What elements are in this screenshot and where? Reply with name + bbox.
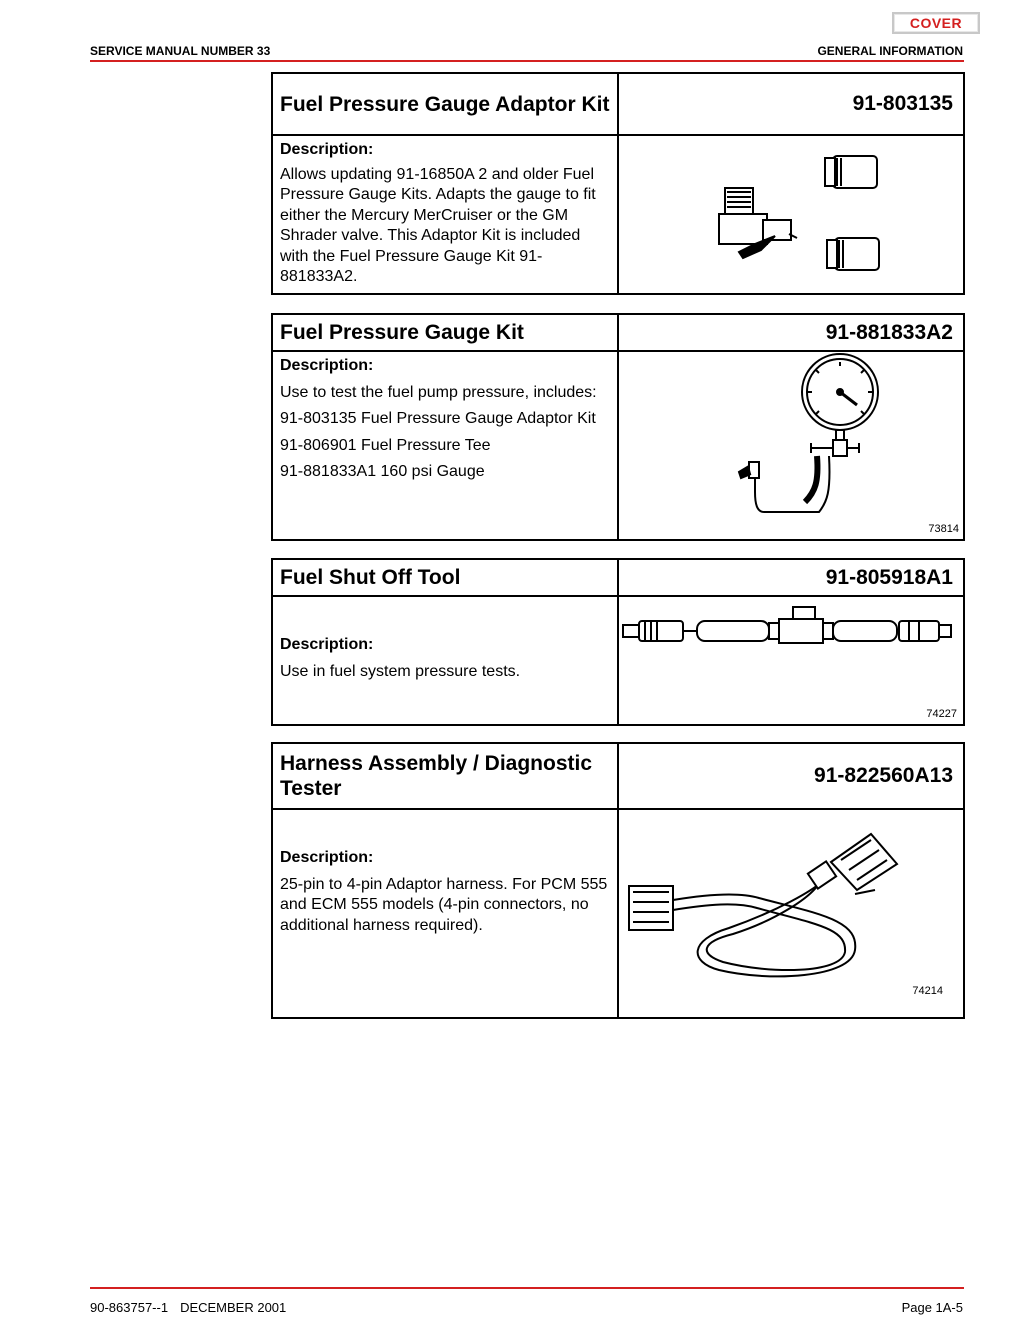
section-header: GENERAL INFORMATION: [817, 44, 963, 58]
included-item: 91-881833A1 160 psi Gauge: [280, 463, 485, 480]
description-text: Use to test the fuel pump pressure, includes:: [280, 383, 597, 401]
footer-doc-info: [90, 1300, 298, 1315]
tool-name: Fuel Pressure Gauge Adaptor Kit: [273, 74, 619, 134]
tool-description: [273, 352, 619, 539]
description-text: Use in fuel system pressure tests.: [280, 662, 521, 680]
part-number: 91-822560A13: [814, 764, 953, 787]
tool-description: [273, 597, 619, 724]
description-label: Description:: [280, 849, 374, 866]
part-number: 91-805918A1: [825, 565, 953, 589]
part-number: 91-881833A2: [825, 320, 953, 344]
description-text: 25-pin to 4-pin Adaptor harness. For PCM 555 and ECM 555 models (4-pin connectors, no additional harness required).: [280, 875, 608, 934]
description-label: Description:: [280, 636, 374, 653]
tool-card-shut-off-tool: [271, 558, 965, 726]
doc-number: 90-863757--1: [90, 1300, 169, 1315]
tool-name: Harness Assembly / Diagnostic Tester: [273, 744, 619, 808]
manual-number-header: SERVICE MANUAL NUMBER 33: [90, 44, 271, 58]
footer-rule: [90, 1287, 964, 1289]
tool-name: Fuel Shut Off Tool: [273, 560, 619, 595]
cover-button[interactable]: COVER: [892, 12, 980, 34]
figure-number: 74227: [926, 708, 957, 720]
tool-description: [273, 810, 619, 1017]
figure-number: 73814: [928, 523, 959, 535]
header-rule: [90, 60, 964, 62]
description-label: Description:: [280, 141, 374, 158]
part-number: 91-803135: [852, 92, 953, 115]
harness-illustration: [619, 810, 963, 1017]
tool-name: Fuel Pressure Gauge Kit: [273, 315, 619, 350]
included-item: 91-803135 Fuel Pressure Gauge Adaptor Kit: [280, 410, 596, 427]
tool-card-harness-assembly: [271, 742, 965, 1019]
gauge-kit-illustration: [619, 352, 963, 539]
tool-card-gauge-kit: [271, 313, 965, 541]
page-number: Page 1A-5: [901, 1300, 963, 1315]
tool-description: [273, 136, 619, 293]
doc-date: DECEMBER 2001: [180, 1300, 287, 1315]
figure-number: 74214: [912, 985, 943, 997]
tool-card-adaptor-kit: [271, 72, 965, 295]
shut-off-tool-illustration: [619, 597, 963, 724]
description-label: Description:: [280, 357, 374, 374]
adaptor-kit-illustration: [619, 136, 963, 293]
included-item: 91-806901 Fuel Pressure Tee: [280, 436, 491, 454]
description-text: Allows updating 91-16850A 2 and older Fuel Pressure Gauge Kits. Adapts the gauge to fit either the Mercury MerCruiser or the GM Shrader valve. This Adaptor Kit is included with the Fuel Pressure Gauge Kit 91-881833A2.: [280, 165, 596, 285]
